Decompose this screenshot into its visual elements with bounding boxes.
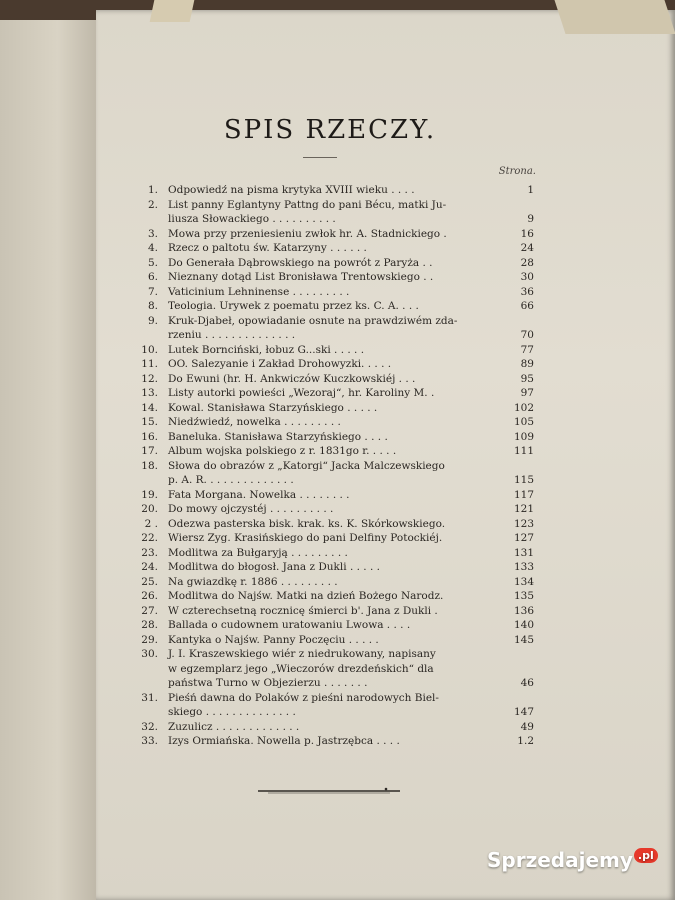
- toc-entry-title: Do mowy ojczystéj . . . . . . . . . .: [168, 503, 334, 515]
- toc-entry: [134, 444, 534, 459]
- toc-entry-title: Modlitwa za Bułgaryją . . . . . . . . .: [168, 546, 348, 559]
- toc-entry-number: 9.: [147, 314, 158, 327]
- toc-entry-title: Słowa do obrazów z „Katorgi“ Jacka Malczewskiego p. A. R. . . . . . . . . . . . . .: [168, 459, 445, 486]
- toc-entry-number: 16.: [141, 430, 158, 443]
- toc-entry-title: Pieśń dawna do Polaków z pieśni narodowych Biel- skiego . . . . . . . . . . . . . .: [168, 691, 439, 718]
- toc-entry-title: Odpowiedź na pisma krytyka XVIII wieku . . . .: [168, 184, 415, 196]
- toc-entry-number: 2.: [147, 198, 158, 211]
- toc-entry-page: 36: [520, 285, 534, 298]
- toc-entry-number: 12.: [141, 372, 158, 385]
- toc-entry-title: Izys Ormiańska. Nowella p. Jastrzębca . . . .: [168, 735, 400, 747]
- toc-entry-page: 97: [520, 387, 534, 399]
- toc-entry: [134, 633, 534, 648]
- watermark-brand: Sprzedajemy: [487, 848, 633, 872]
- toc-entry-title: Lutek Bornciński, łobuz G...ski . . . . .: [168, 343, 365, 356]
- toc-entry-page: 115: [513, 474, 534, 486]
- torn-paper-corner: [554, 0, 675, 34]
- toc-entry: [134, 647, 534, 691]
- toc-entry-number: 31.: [141, 691, 158, 704]
- title-divider: [303, 157, 337, 158]
- toc-entry-page: 127: [513, 532, 534, 544]
- closing-ornament: [258, 787, 400, 795]
- toc-entry-title: Niedźwiedź, nowelka . . . . . . . . .: [168, 416, 341, 428]
- toc-entry: [134, 314, 534, 343]
- page-title: SPIS RZECZY.: [223, 115, 437, 145]
- toc-entry-page: 77: [520, 343, 534, 356]
- toc-entry-page: 28: [520, 256, 534, 269]
- toc-entry-number: 26.: [141, 590, 158, 602]
- toc-entry-title: Rzecz o paltotu św. Katarzyny . . . . . .: [168, 242, 367, 254]
- toc-entry-page: 134: [513, 575, 534, 588]
- toc-entry-number: 33.: [141, 735, 158, 747]
- toc-entry: [134, 604, 534, 619]
- toc-entry: [134, 401, 534, 416]
- toc-entry-title: Modlitwa do Najśw. Matki na dzień Bożego Narodz.: [168, 590, 444, 602]
- toc-entry: [134, 227, 534, 242]
- toc-entry: [134, 618, 534, 633]
- toc-entry-page: 95: [520, 372, 534, 385]
- toc-entry-title: Fata Morgana. Nowelka . . . . . . . .: [168, 488, 350, 501]
- toc-entry-number: 23.: [141, 546, 158, 559]
- toc-entry-page: 111: [513, 445, 534, 457]
- toc-entry-number: 17.: [141, 445, 158, 457]
- toc-entry-number: 32.: [141, 720, 158, 733]
- toc-entry-number: 19.: [141, 488, 158, 501]
- toc-entry-number: 8.: [147, 300, 158, 312]
- toc-entry-page: 133: [513, 561, 534, 573]
- toc-entry: [134, 589, 534, 604]
- toc-entry-page: 66: [520, 300, 534, 312]
- toc-entry: [134, 299, 534, 314]
- toc-entry: [134, 575, 534, 590]
- toc-entry-number: 4.: [147, 242, 158, 254]
- toc-entry: [134, 270, 534, 285]
- toc-entry-title: Odezwa pasterska bisk. krak. ks. K. Skórkowskiego.: [168, 517, 446, 530]
- toc-entry-page: 30: [520, 271, 534, 283]
- watermark-logo: [487, 848, 658, 872]
- toc-entry-page: 24: [520, 242, 534, 254]
- page-column-header: Strona.: [498, 166, 536, 177]
- toc-entry: [134, 488, 534, 503]
- toc-entry-title: Listy autorki powieści „Wezoraj“, hr. Karoliny M. .: [168, 387, 435, 399]
- toc-entry-number: 1.: [147, 184, 158, 196]
- toc-entry: [134, 357, 534, 372]
- toc-entry-number: 20.: [141, 503, 158, 515]
- toc-entry-page: 89: [520, 358, 534, 370]
- toc-entry-number: 13.: [141, 387, 158, 399]
- toc-entry-page: 136: [513, 604, 534, 617]
- toc-entry-number: 14.: [141, 401, 158, 414]
- toc-entry: [134, 560, 534, 575]
- toc-entry-number: 29.: [141, 633, 158, 646]
- toc-entry: [134, 241, 534, 256]
- toc-entry-page: 1: [527, 184, 534, 196]
- table-of-contents: [134, 183, 534, 749]
- toc-entry-title: Na gwiazdkę r. 1886 . . . . . . . . .: [168, 575, 338, 588]
- toc-entry: [134, 183, 534, 198]
- toc-entry: [134, 546, 534, 561]
- toc-entry-title: Wiersz Zyg. Krasińskiego do pani Delfiny Potockiéj.: [168, 532, 443, 544]
- toc-entry: [134, 256, 534, 271]
- toc-entry-page: 16: [520, 227, 534, 240]
- toc-entry-number: 30.: [141, 648, 158, 660]
- toc-entry-page: 46: [520, 677, 534, 689]
- toc-entry-page: 109: [513, 430, 534, 443]
- toc-entry: [134, 459, 534, 488]
- toc-entry-title: Modlitwa do błogosł. Jana z Dukli . . . . .: [168, 561, 380, 573]
- toc-entry-title: Kruk-Djabeł, opowiadanie osnute na prawdziwém zda- rzeniu . . . . . . . . . . . . . .: [168, 314, 458, 341]
- toc-entry-title: Ballada o cudownem uratowaniu Lwowa . . . .: [168, 619, 411, 631]
- toc-entry-title: Teologia. Urywek z poematu przez ks. C. A. . . .: [168, 300, 419, 312]
- toc-entry-number: 7.: [147, 285, 158, 298]
- toc-entry-page: 49: [520, 720, 534, 733]
- toc-entry-number: 11.: [141, 358, 158, 370]
- toc-entry-number: 28.: [141, 619, 158, 631]
- toc-entry-page: 140: [513, 619, 534, 631]
- toc-entry-title: Zuzulicz . . . . . . . . . . . . .: [168, 720, 300, 733]
- toc-entry-page: 135: [513, 590, 534, 602]
- toc-entry-title: Vaticinium Lehninense . . . . . . . . .: [168, 285, 350, 298]
- toc-entry-title: Nieznany dotąd List Bronisława Trentowskiego . .: [168, 271, 434, 283]
- toc-entry: [134, 285, 534, 300]
- toc-entry: [134, 430, 534, 445]
- toc-entry-title: W czterechsetną rocznicę śmierci b'. Jana z Dukli .: [168, 604, 438, 617]
- toc-entry-number: 2 .: [144, 517, 158, 530]
- toc-entry-number: 18.: [141, 459, 158, 472]
- toc-entry-number: 6.: [147, 271, 158, 283]
- toc-entry-number: 22.: [141, 532, 158, 544]
- toc-entry: [134, 531, 534, 546]
- toc-entry: [134, 720, 534, 735]
- toc-entry-page: 123: [513, 517, 534, 530]
- toc-entry-number: 25.: [141, 575, 158, 588]
- toc-entry-number: 15.: [141, 416, 158, 428]
- toc-entry-title: J. I. Kraszewskiego wiér z niedrukowany, napisany w egzemplarz jego „Wieczorów drezdeńskich“ dla państwa Turno w Objezierzu . . . . . . .: [168, 648, 436, 689]
- toc-entry-number: 27.: [141, 604, 158, 617]
- toc-entry-title: Mowa przy przeniesieniu zwłok hr. A. Stadnickiego .: [168, 227, 447, 240]
- torn-paper-edge: [150, 0, 195, 22]
- toc-entry-title: List panny Eglantyny Pattng do pani Bécu, matki Ju- liusza Słowackiego . . . . . . . . . .: [168, 198, 447, 225]
- toc-entry-page: 121: [513, 503, 534, 515]
- toc-entry-title: Kantyka o Najśw. Panny Poczęciu . . . . .: [168, 633, 379, 646]
- left-page: [0, 20, 107, 900]
- toc-entry-title: Album wojska polskiego z r. 1831go r. . . . .: [168, 445, 397, 457]
- toc-entry: [134, 734, 534, 749]
- toc-entry-page: 131: [513, 546, 534, 559]
- toc-entry-page: 1.2: [517, 735, 534, 747]
- toc-entry-title: Kowal. Stanisława Starzyńskiego . . . . .: [168, 401, 378, 414]
- toc-entry-title: Do Generała Dąbrowskiego na powrót z Paryża . .: [168, 256, 433, 269]
- toc-entry-number: 5.: [147, 256, 158, 269]
- toc-entry-number: 3.: [147, 227, 158, 240]
- toc-entry-number: 24.: [141, 561, 158, 573]
- toc-entry: [134, 415, 534, 430]
- toc-entry-page: 9: [527, 213, 534, 225]
- toc-entry: [134, 372, 534, 387]
- toc-entry-page: 70: [520, 329, 534, 341]
- toc-entry-title: OO. Salezyanie i Zakład Drohowyzki. . . . .: [168, 358, 392, 370]
- toc-entry-number: 10.: [141, 343, 158, 356]
- toc-entry: [134, 386, 534, 401]
- toc-entry-page: 102: [513, 401, 534, 414]
- toc-entry-title: Do Ewuni (hr. H. Ankwiczów Kuczkowskiéj . . .: [168, 372, 416, 385]
- toc-entry-page: 105: [513, 416, 534, 428]
- toc-entry-page: 147: [513, 706, 534, 718]
- toc-entry-title: Baneluka. Stanisława Starzyńskiego . . . .: [168, 430, 388, 443]
- toc-entry: [134, 343, 534, 358]
- watermark-suffix: .pl: [634, 848, 658, 863]
- toc-entry: [134, 198, 534, 227]
- toc-entry: [134, 517, 534, 532]
- toc-entry: [134, 691, 534, 720]
- toc-entry: [134, 502, 534, 517]
- toc-entry-page: 117: [513, 488, 534, 501]
- toc-entry-page: 145: [513, 633, 534, 646]
